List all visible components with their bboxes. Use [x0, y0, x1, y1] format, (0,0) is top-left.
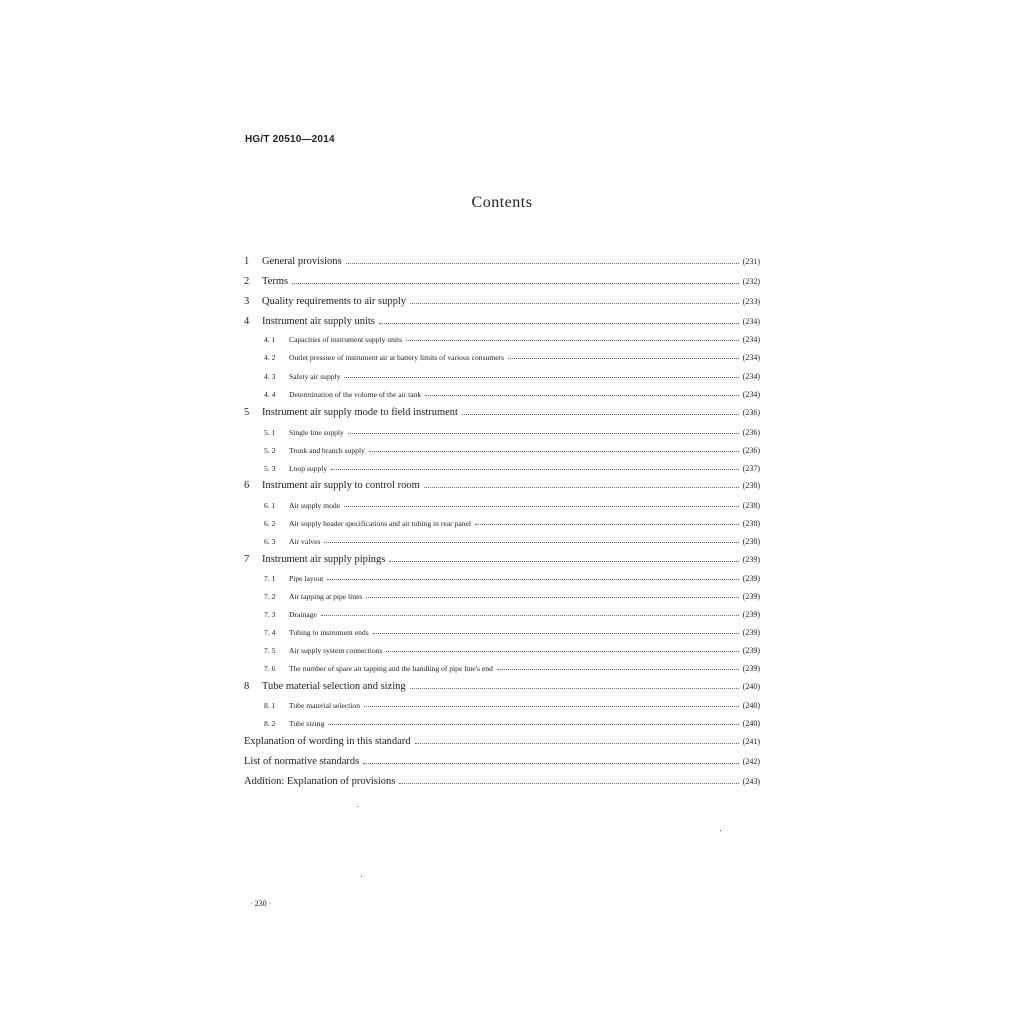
toc-leader-dots	[415, 742, 739, 744]
toc-entry-page: (239)	[742, 628, 760, 637]
toc-entry-number: 2	[244, 276, 250, 287]
toc-entry-number: 7. 6	[264, 664, 276, 673]
toc-entry-page: (236)	[742, 428, 760, 437]
toc-entry-number: 7. 1	[264, 574, 276, 583]
toc-entry-title: Air valves	[289, 537, 321, 546]
toc-entry[interactable]	[244, 646, 760, 655]
toc-entry[interactable]	[244, 480, 760, 491]
page-number: · 230 ·	[250, 899, 272, 908]
toc-entry-page: (239)	[742, 555, 760, 564]
toc-entry-number: 5. 3	[264, 464, 276, 473]
toc-entry[interactable]	[244, 335, 760, 344]
toc-leader-dots	[425, 394, 738, 396]
toc-leader-dots	[348, 432, 739, 434]
toc-entry-number: 5	[244, 407, 250, 418]
toc-entry-number: 8. 2	[264, 719, 276, 728]
toc-entry-number: 6	[244, 480, 250, 491]
toc-entry[interactable]	[244, 407, 760, 418]
toc-entry-number: 7. 2	[264, 592, 276, 601]
toc-entry-title: Drainage	[289, 610, 317, 619]
toc-entry-number: 7. 4	[264, 628, 276, 637]
toc-entry-title: Outlet pressure of instrument air at battery limits of various consumers	[289, 353, 505, 362]
toc-entry[interactable]	[244, 464, 760, 473]
toc-entry-title: Explanation of wording in this standard	[244, 736, 411, 747]
toc-leader-dots	[328, 723, 738, 725]
toc-entry-title: Instrument air supply units	[262, 316, 375, 327]
toc-entry-title: Quality requirements to air supply	[262, 296, 407, 307]
toc-entry[interactable]	[244, 664, 760, 673]
toc-entry-page: (239)	[742, 664, 760, 673]
toc-entry[interactable]	[244, 519, 760, 528]
toc-entry[interactable]	[244, 501, 760, 510]
toc-entry-title: Safety air supply	[289, 372, 341, 381]
toc-entry-page: (234)	[742, 317, 760, 326]
toc-entry-page: (237)	[742, 464, 760, 473]
toc-entry-title: Trunk and branch supply	[289, 446, 365, 455]
toc-entry[interactable]	[244, 537, 760, 546]
scan-speck	[357, 806, 358, 807]
toc-entry-number: 4	[244, 316, 250, 327]
toc-entry-page: (234)	[742, 335, 760, 344]
toc-leader-dots	[324, 541, 738, 543]
toc-entry-page: (239)	[742, 646, 760, 655]
toc-entry-page: (232)	[742, 277, 760, 286]
toc-entry-title: Loop supply	[289, 464, 328, 473]
toc-entry[interactable]	[244, 592, 760, 601]
document-code: HG/T 20510—2014	[245, 134, 335, 145]
toc-entry-title: Capacities of instrument supply units	[289, 335, 403, 344]
toc-entry-number: 3	[244, 296, 250, 307]
toc-leader-dots	[331, 468, 738, 470]
page-title: Contents	[471, 194, 533, 211]
toc-entry-page: (240)	[742, 719, 760, 728]
toc-entry-page: (239)	[742, 574, 760, 583]
toc-entry[interactable]	[244, 719, 760, 728]
toc-leader-dots	[508, 357, 739, 359]
toc-entry-page: (234)	[742, 372, 760, 381]
toc-entry-title: Addition: Explanation of provisions	[244, 776, 396, 787]
toc-entry[interactable]	[244, 390, 760, 399]
toc-leader-dots	[364, 705, 739, 707]
toc-entry-title: Air supply header specifications and air tubing in rear panel	[289, 519, 471, 528]
toc-leader-dots	[369, 450, 739, 452]
toc-entry[interactable]	[244, 256, 760, 267]
toc-entry-number: 7	[244, 554, 250, 565]
toc-entry[interactable]	[244, 446, 760, 455]
toc-entry-title: Instrument air supply to control room	[262, 480, 420, 491]
toc-entry-page: (236)	[742, 446, 760, 455]
toc-entry-number: 5. 2	[264, 446, 276, 455]
toc-entry-page: (238)	[742, 481, 760, 490]
toc-entry-title: List of normative standards	[244, 756, 360, 767]
toc-entry[interactable]	[244, 372, 760, 381]
toc-entry-page: (240)	[742, 701, 760, 710]
toc-entry[interactable]	[244, 428, 760, 437]
toc-leader-dots	[406, 339, 739, 341]
toc-entry-title: Air tapping at pipe lines	[289, 592, 363, 601]
toc-entry-number: 7. 5	[264, 646, 276, 655]
toc-entry-title: Tube sizing	[289, 719, 325, 728]
toc-entry-number: 6. 2	[264, 519, 276, 528]
toc-entry-page: (242)	[742, 757, 760, 766]
toc-leader-dots	[410, 302, 739, 304]
toc-entry-title: Air supply mode	[289, 501, 341, 510]
toc-leader-dots	[292, 282, 739, 284]
toc-entry-number: 4. 2	[264, 353, 276, 362]
toc-entry-number: 8	[244, 681, 250, 692]
toc-entry-page: (233)	[742, 297, 760, 306]
toc-entry-number: 4. 1	[264, 335, 276, 344]
toc-entry-page: (238)	[742, 519, 760, 528]
toc-leader-dots	[462, 413, 739, 415]
toc-entry[interactable]	[244, 756, 760, 767]
toc-entry[interactable]	[244, 554, 760, 565]
toc-entry-title: Terms	[262, 276, 289, 287]
toc-entry[interactable]	[244, 610, 760, 619]
toc-entry-number: 4. 4	[264, 390, 276, 399]
toc-leader-dots	[389, 560, 738, 562]
toc-entry[interactable]	[244, 628, 760, 637]
toc-entry-title: Instrument air supply mode to field instrument	[262, 407, 458, 418]
toc-entry-number: 6. 3	[264, 537, 276, 546]
toc-entry[interactable]	[244, 736, 760, 747]
toc-entry-number: 7. 3	[264, 610, 276, 619]
toc-entry-page: (241)	[742, 737, 760, 746]
toc-leader-dots	[363, 762, 738, 764]
toc-entry-page: (234)	[742, 353, 760, 362]
toc-leader-dots	[399, 782, 738, 784]
toc-leader-dots	[344, 376, 738, 378]
toc-leader-dots	[373, 632, 739, 634]
toc-entry[interactable]	[244, 776, 760, 787]
toc-entry-title: Tubing to instrument ends	[289, 628, 369, 637]
toc-entry-page: (240)	[742, 682, 760, 691]
toc-entry-title: Determination of the volume of the air tank	[289, 390, 422, 399]
toc-entry-number: 8. 1	[264, 701, 276, 710]
toc-entry-page: (239)	[742, 610, 760, 619]
toc-entry-page: (239)	[742, 592, 760, 601]
toc-entry-number: 5. 1	[264, 428, 276, 437]
toc-entry-number: 6. 1	[264, 501, 276, 510]
toc-entry-title: Pipe layout	[289, 574, 324, 583]
toc-entry[interactable]	[244, 353, 760, 362]
toc-entry-title: Single line supply	[289, 428, 344, 437]
toc-entry-number: 4. 3	[264, 372, 276, 381]
toc-leader-dots	[424, 486, 739, 488]
toc-entry-title: Tube material selection	[289, 701, 360, 710]
toc-entry-page: (243)	[742, 777, 760, 786]
toc-leader-dots	[497, 668, 739, 670]
toc-leader-dots	[366, 596, 738, 598]
toc-entry-title: Air supply system connections	[289, 646, 383, 655]
toc-leader-dots	[475, 523, 739, 525]
toc-entry[interactable]	[244, 316, 760, 327]
toc-entry-page: (231)	[742, 257, 760, 266]
toc-leader-dots	[410, 687, 739, 689]
toc-entry[interactable]	[244, 681, 760, 692]
toc-entry[interactable]	[244, 574, 760, 583]
toc-entry-page: (238)	[742, 501, 760, 510]
toc-entry-page: (234)	[742, 390, 760, 399]
toc-entry-number: 1	[244, 256, 250, 267]
toc-entry[interactable]	[244, 296, 760, 307]
toc-leader-dots	[321, 614, 739, 616]
scan-speck	[361, 876, 362, 877]
toc-entry-title: General provisions	[262, 256, 342, 267]
toc-leader-dots	[346, 262, 739, 264]
toc-entry-page: (236)	[742, 408, 760, 417]
toc-entry[interactable]	[244, 276, 760, 287]
toc-leader-dots	[344, 505, 739, 507]
toc-leader-dots	[327, 578, 738, 580]
toc-entry-title: Tube material selection and sizing	[262, 681, 406, 692]
toc-entry[interactable]	[244, 701, 760, 710]
toc-leader-dots	[379, 322, 739, 324]
toc-entry-title: Instrument air supply pipings	[262, 554, 386, 565]
scan-speck	[720, 830, 721, 831]
toc-entry-page: (238)	[742, 537, 760, 546]
toc-entry-title: The number of spare air tapping and the handling of pipe line's end	[289, 664, 493, 673]
toc-leader-dots	[386, 650, 738, 652]
